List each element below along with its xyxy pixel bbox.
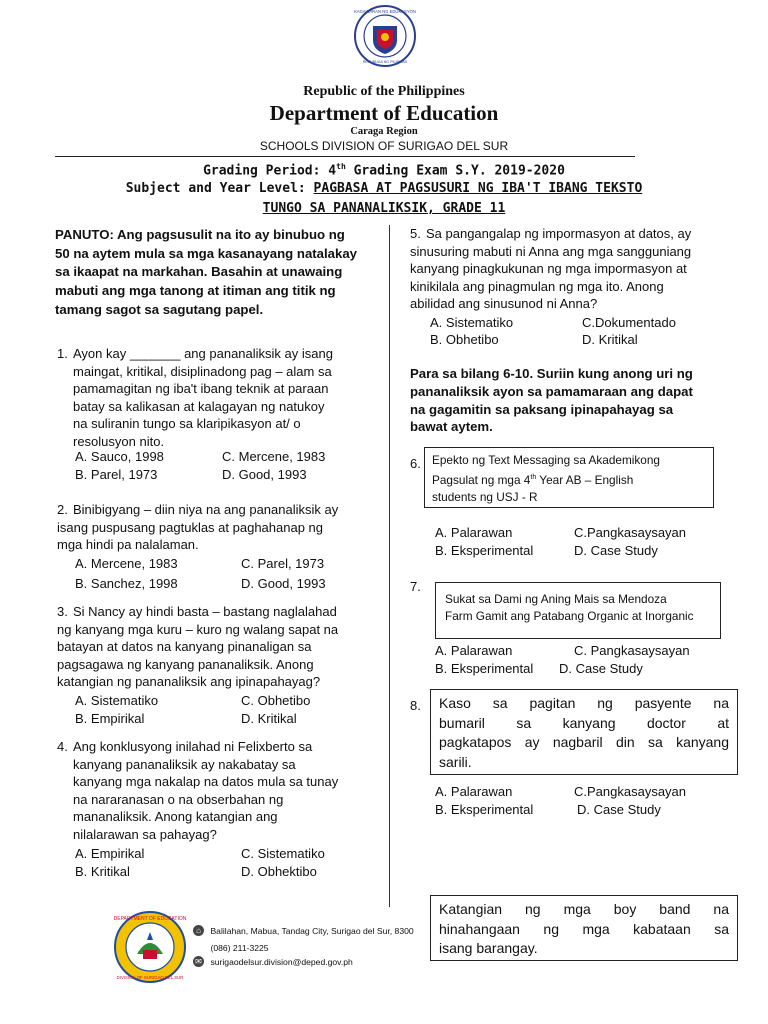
- option-c[interactable]: C.Pangkasaysayan: [574, 525, 687, 540]
- division-logo: [113, 910, 187, 984]
- option-a[interactable]: A. Palarawan: [435, 643, 513, 658]
- question-line: hinahangaan ng mga kabataan sa: [439, 920, 729, 937]
- option-b[interactable]: B. Kritikal: [75, 864, 130, 879]
- seal-top-text: KAGAWARAN NG EDUKASYON: [354, 9, 416, 14]
- option-c[interactable]: C.Dokumentado: [582, 315, 676, 330]
- option-a[interactable]: A. Empirikal: [75, 846, 145, 861]
- seal-bottom-text: REPUBLIKA NG PILIPINAS: [362, 60, 408, 64]
- option-a[interactable]: A. Palarawan: [435, 784, 513, 799]
- instructions: PANUTO: Ang pagsusulit na ito ay binubuo ng 50 na aytem mula sa mga kasanayang natalakay sa ikaapat na markahan. Basahin at unawaing mabuti ang mga tanong at itiman ang titik ng tamang sagot sa sagutang papel.: [55, 227, 358, 317]
- option-b[interactable]: B. Sanchez, 1998: [75, 576, 178, 591]
- subject-line-2: TUNGO SA PANANALIKSIK, GRADE 11: [262, 201, 506, 216]
- question-line: students ng USJ - R: [432, 489, 538, 504]
- question-line: resolusyon nito.: [73, 433, 165, 449]
- email-icon: ✉: [193, 956, 204, 967]
- option-d[interactable]: D. Kritikal: [241, 711, 297, 726]
- footer-phone-row: [193, 939, 269, 953]
- question-line: katangian ng pananaliksik ang ipinapahayag?: [57, 674, 321, 689]
- question-line: kanyang pananaliksik ay nakabatay sa: [73, 756, 296, 772]
- question-number: 7.: [410, 579, 421, 594]
- question-line: maingat, kritikal, disiplinadong pag – alam sa: [73, 363, 332, 379]
- option-c[interactable]: C. Obhetibo: [241, 693, 311, 708]
- deped-seal: [353, 4, 417, 68]
- question-line: isang puspusang pagtuklas at paghahanap ng: [57, 519, 323, 535]
- question-line: mananaliksik. Anong katangian ang: [73, 809, 278, 824]
- option-c[interactable]: C. Mercene, 1983: [222, 449, 326, 464]
- question-6-box: [424, 447, 714, 508]
- question-line: kinikilala ang pinagmulan ng mga ito. Anong: [410, 278, 664, 294]
- option-a[interactable]: A. Mercene, 1983: [75, 556, 178, 571]
- question-line: mga hindi pa nalalaman.: [57, 537, 199, 552]
- question-line: Pagsulat ng mga 4th Year AB – English: [432, 472, 634, 487]
- department-title: Department of Education: [269, 101, 499, 125]
- option-a[interactable]: A. Palarawan: [435, 525, 513, 540]
- question-line: kanyang pinagkukunan ng mga impormasyon at: [410, 261, 687, 276]
- option-d[interactable]: D. Good, 1993: [241, 576, 326, 591]
- footer-address: Balilahan, Mabua, Tandag City, Surigao del Sur, 8300: [210, 925, 414, 936]
- option-d[interactable]: D. Case Study: [574, 543, 658, 558]
- question-line: pagsagawa ng kanyang pananaliksik. Anong: [57, 656, 314, 672]
- question-number: 4.: [57, 739, 68, 754]
- question-line: Epekto ng Text Messaging sa Akademikong: [432, 453, 660, 467]
- question-line: Katangian ng mga boy band na: [439, 901, 729, 917]
- question-line: na nararanasan o na obserbahan ng: [73, 791, 284, 807]
- option-b[interactable]: B. Empirikal: [75, 711, 145, 726]
- question-line: pamamagitan ng iba't ibang teknik at paraan: [73, 381, 329, 396]
- option-b[interactable]: B. Eksperimental: [435, 661, 534, 676]
- option-c[interactable]: C. Sistematiko: [241, 846, 325, 861]
- option-c[interactable]: C. Pangkasaysayan: [574, 643, 690, 658]
- option-c[interactable]: C.Pangkasaysayan: [574, 784, 687, 799]
- footer-email[interactable]: surigaodelsur.division@deped.gov.ph: [210, 956, 353, 967]
- question-line: pagkatapos ay nagbaril din sa kanyang: [439, 734, 729, 750]
- question-number: 5.: [410, 226, 421, 241]
- option-a[interactable]: A. Sauco, 1998: [75, 449, 164, 464]
- option-b[interactable]: B. Parel, 1973: [75, 467, 158, 482]
- question-line: sinusuring mabuti ni Anna ang mga sangguniang: [410, 243, 692, 259]
- question-line: Binibigyang – diin niya na ang pananaliksik ay: [73, 502, 339, 517]
- question-number: 3.: [57, 604, 68, 619]
- question-line: Ayon kay _______ ang pananaliksik ay isang: [73, 346, 333, 361]
- header-rule: [55, 156, 635, 157]
- option-a[interactable]: A. Sistematiko: [75, 693, 159, 708]
- question-line: bumaril sa kanyang doctor at: [439, 714, 729, 731]
- logo-top-text: DEPARTMENT OF EDUCATION: [113, 916, 187, 922]
- question-line: batay sa kalikasan at kalagayan ng natukoy: [73, 398, 325, 414]
- option-b[interactable]: B. Obhetibo: [430, 332, 499, 347]
- question-line: Kaso sa pagitan ng pasyente na: [439, 695, 729, 711]
- question-line: sarili.: [439, 753, 472, 770]
- question-number: 8.: [410, 698, 421, 713]
- option-d[interactable]: D. Kritikal: [582, 332, 638, 347]
- republic-line: Republic of the Philippines: [303, 84, 465, 99]
- question-line: na suliranin tungo sa klaripikasyon at/ o: [73, 416, 301, 431]
- option-d[interactable]: D. Case Study: [577, 802, 661, 817]
- question-line: Sukat sa Dami ng Aning Mais sa Mendoza: [445, 592, 667, 606]
- footer-email-row: [193, 953, 353, 967]
- question-line: batayan at datos na kanyang pinanaligan sa: [57, 639, 312, 654]
- question-line: abilidad ang sinusunod ni Anna?: [410, 296, 598, 311]
- option-d[interactable]: D. Obhektibo: [241, 864, 317, 879]
- footer-address-row: [193, 922, 414, 936]
- option-b[interactable]: B. Eksperimental: [435, 802, 534, 817]
- question-line: Sa pangangalap ng impormasyon at datos, ay: [426, 226, 692, 241]
- question-9-box: [430, 895, 738, 961]
- question-line: isang barangay.: [439, 940, 538, 956]
- subject-line: Subject and Year Level: PAGBASA AT PAGSUSURI NG IBA'T IBANG TEKSTO: [125, 181, 643, 196]
- footer-phone: (086) 211-3225: [210, 942, 269, 953]
- question-number: 6.: [410, 456, 421, 471]
- question-line: kanyang mga nakalap na datos mula sa tunay: [73, 774, 339, 789]
- phone-icon: [193, 942, 204, 953]
- question-line: ng kanyang mga kuru – kuro ng walang sapat na: [57, 621, 339, 637]
- question-line: Farm Gamit ang Patabang Organic at Inorganic: [445, 609, 694, 623]
- question-line: nilalarawan sa pahayag?: [73, 826, 217, 842]
- question-number: 1.: [57, 346, 68, 361]
- option-b[interactable]: B. Eksperimental: [435, 543, 534, 558]
- division-line: SCHOOLS DIVISION OF SURIGAO DEL SUR: [259, 139, 509, 153]
- question-line: Ang konklusyong inilahad ni Felixberto sa: [73, 739, 313, 754]
- logo-bottom-text: DIVISION OF SURIGAO DEL SUR: [116, 975, 184, 980]
- question-number: 2.: [57, 502, 68, 517]
- region-line: Caraga Region: [350, 126, 418, 137]
- column-divider: [389, 225, 390, 907]
- question-8-box: [430, 689, 738, 775]
- option-a[interactable]: A. Sistematiko: [430, 315, 514, 330]
- grading-period: Grading Period: 4th Grading Exam S.Y. 2019-2020: [203, 162, 565, 179]
- question-line: Si Nancy ay hindi basta – bastang naglalahad: [73, 604, 337, 619]
- option-c[interactable]: C. Parel, 1973: [241, 556, 325, 571]
- section-instruction: Para sa bilang 6-10. Suriin kung anong uri ng pananaliksik ayon sa pamamaraan ang dapat na gagamitin sa paksang ipinapahayag sa bawat aytem.: [410, 366, 693, 435]
- option-d[interactable]: D. Case Study: [559, 661, 643, 676]
- option-d[interactable]: D. Good, 1993: [222, 467, 307, 482]
- question-7-box: [435, 582, 721, 639]
- location-icon: ⌂: [193, 925, 204, 936]
